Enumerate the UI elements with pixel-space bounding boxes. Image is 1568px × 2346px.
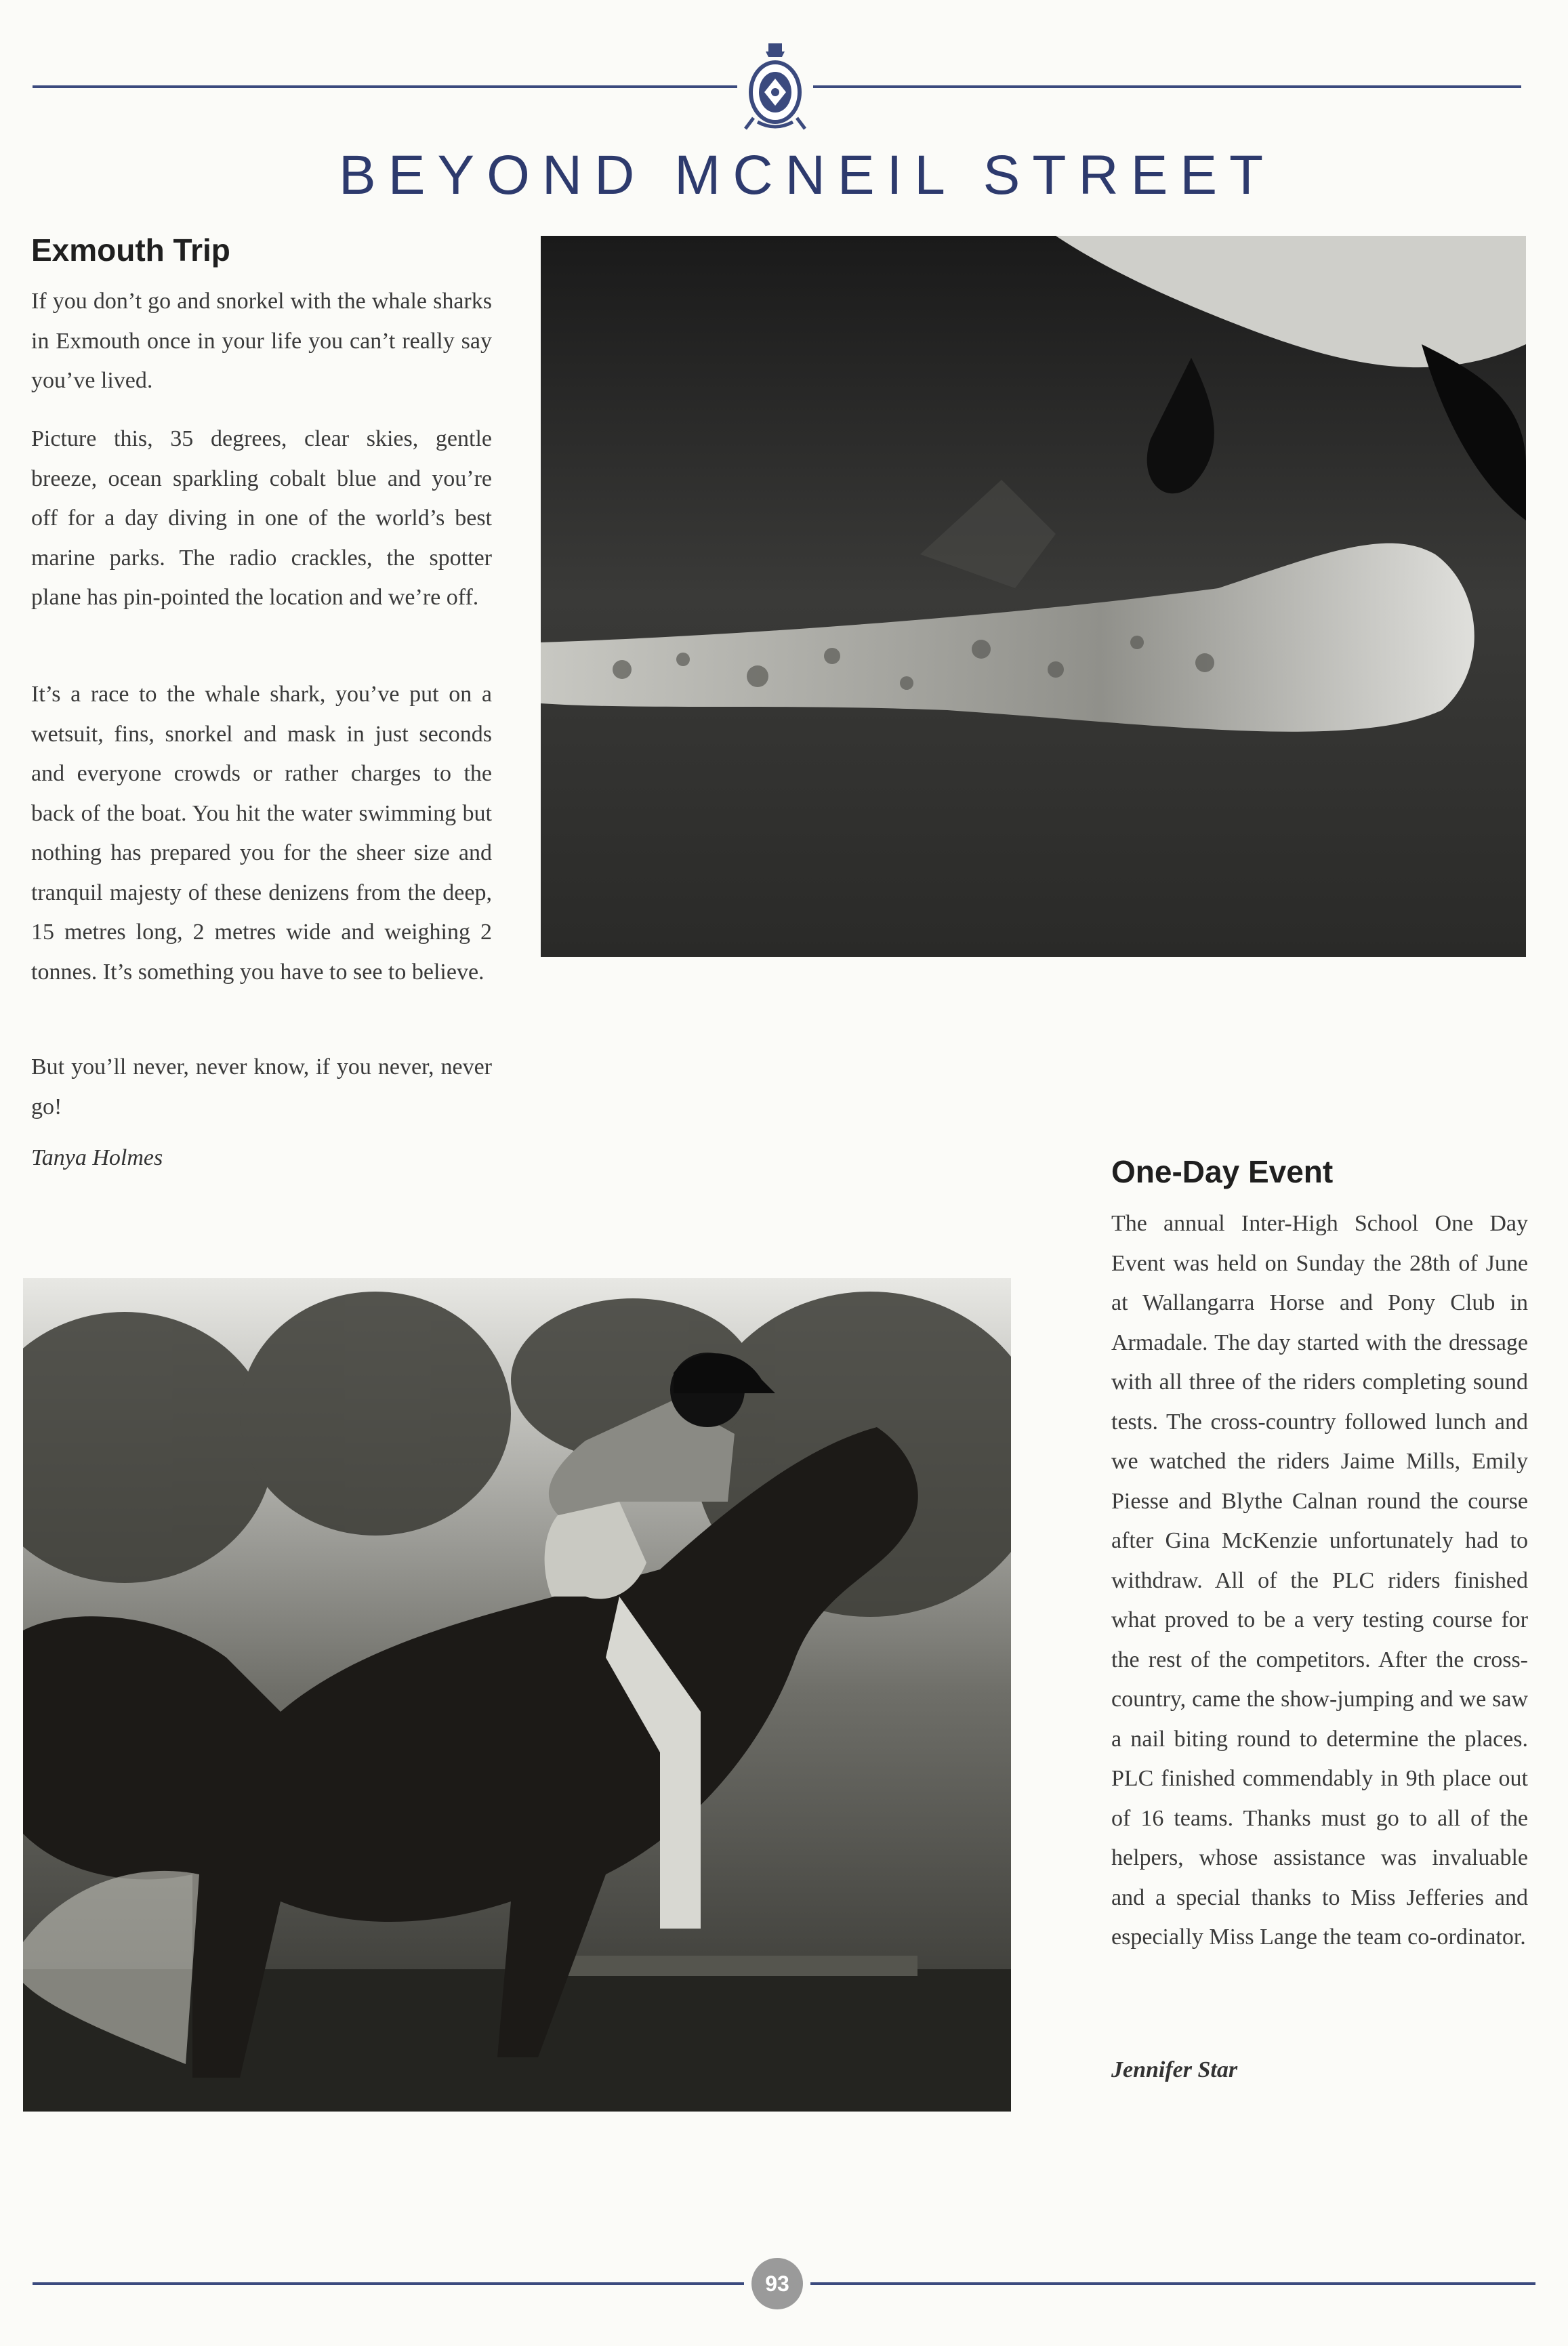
oneday-paragraph: The annual Inter-High School One Day Event was held on Sunday the 28th of June at Wallangarra Horse and Pony Club in Armadale. The day started with the dressage with all three of the riders completing sound tests. The cross-country followed lunch and we watched the riders Jaime Mills, Emily Piesse and Blythe Calnan round the course after Gina McKenzie unfortunately had to withdraw. All of the PLC riders finished what proved to be a very testing course for the rest of the competitors. After the cross-country, came the show-jumping and we saw a nail biting round to determine the places. PLC finished commendably in 9th place out of 16 teams. Thanks must go to all of the helpers, whose assistance was invaluable and a special thanks to Miss Jefferies and especially Miss Lange the team co-ordinator.	[1111, 1211, 1528, 1950]
page-title: BEYOND MCNEIL STREET	[339, 144, 1276, 206]
oneday-author: Jennifer Star	[1111, 2057, 1238, 2082]
exmouth-paragraph-3: It’s a race to the whale shark, you’ve put on a wetsuit, fins, snorkel and mask in just seconds and everyone crowds or rather charges to the back of the boat. You hit the water swimming but nothing has prepared you for the sheer size and tranquil majesty of these denizens from the deep, 15 metres long, 2 metres wide and weighing 2 tonnes. It’s something you have to see to believe.	[31, 682, 492, 985]
footer-rule-left	[33, 2282, 744, 2285]
header-rule-left	[33, 85, 737, 88]
page-number: 93	[751, 2258, 803, 2309]
header-rule-right	[813, 85, 1521, 88]
whale-shark-photo	[541, 236, 1526, 957]
school-crest-icon	[744, 42, 806, 134]
exmouth-heading: Exmouth Trip	[31, 232, 230, 268]
exmouth-paragraph-2: Picture this, 35 degrees, clear skies, gentle breeze, ocean sparkling cobalt blue and you’re off for a day diving in one of the world’s best marine parks. The radio crackles, the spotter plane has pin-pointed the location and we’re off.	[31, 426, 492, 610]
exmouth-paragraph-1: If you don’t go and snorkel with the whale sharks in Exmouth once in your life you can’t really say you’ve lived.	[31, 289, 492, 393]
oneday-heading: One-Day Event	[1111, 1154, 1334, 1189]
exmouth-paragraph-4: But you’ll never, never know, if you never, never go!	[31, 1054, 492, 1119]
footer-rule-right	[810, 2282, 1535, 2285]
horse-rider-photo	[23, 1278, 1011, 2112]
exmouth-author: Tanya Holmes	[31, 1145, 163, 1170]
